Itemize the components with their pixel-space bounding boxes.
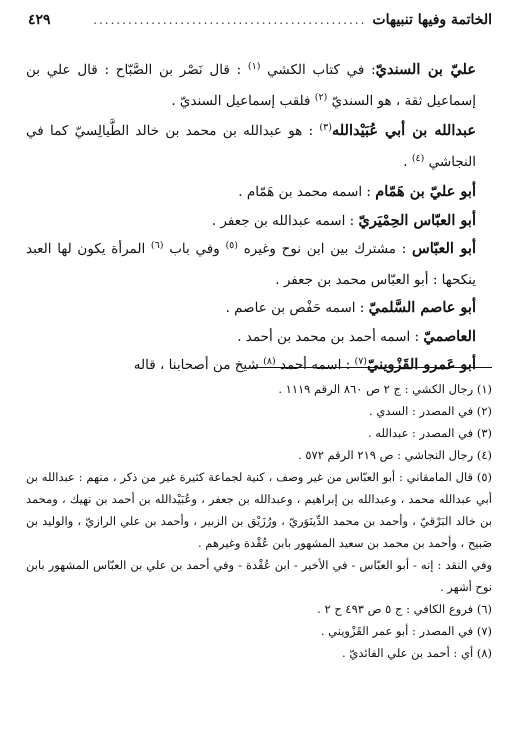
entry-heading: أبو عليّ بن هَمّام [375,183,476,200]
footnote: (٣) في المصدر : عبدالله . [367,426,492,440]
footnote-ref[interactable]: (٨) [263,356,276,367]
entry-heading: أبو عاصم السَّلميّ [368,299,476,316]
entry-text: : قال نَصْر بن الصَّبّاح : قال علي بن إسماعيل ثقة ، هو السنديّ [26,62,476,109]
entry-text: وفي باب [163,241,226,257]
footnote-ref[interactable]: (٣) [319,122,332,133]
entry-text: : اسمه محمد بن هَمّام . [238,184,376,200]
entry-text: شيخ من أصحابنا ، قاله [133,357,264,373]
entry-ali-sindi [26,56,492,117]
footnote-ref[interactable]: (٧) [354,356,368,367]
footnote-ref[interactable]: (٦) [150,240,164,251]
entry-abu-asim-sulami [26,294,492,323]
entry-heading: عليّ بن السنديّ [375,61,476,78]
entry-heading: عبدالله بن أبي عُبَيْدالله [331,122,476,139]
entry-heading: أبو عَمرو القَزْوينيّ [367,356,476,373]
footnote: (٦) فروع الكافي : ج ٥ ص ٤٩٣ ح ٢ . [317,602,492,616]
entry-abul-abbas [26,235,492,294]
entry-text: : هو عبدالله بن محمد بن خالد الطَّيالِسيّ كما في النجاشي [26,123,476,170]
footnote: (٥) قال المامقاني : أبو العبّاس من غير وصف ، كنية لجماعة كثيرة غير من ذكر ، منهم : عبدالله بن أبي عبدالله محمد ، وعبدالله بن إبراهيم ، وعبدالله بن جعفر ، وعُبَيْدالله بن أحمد بن نهيك ، ومحمد بن خالد البَرْقيّ ، وأحمد بن محمد الدِّينَوَريّ ، ورُزَيْق بن الزبير ، وأحمد بن علي الرازيّ ، والوليد بن صَبيح ، وأحمد بن محمد بن سعيد المشهور بابن عُقْدة وغيرهم . [26,470,492,550]
entry-text: المرأة يكون لها العبد ينكحها : أبو العبّاس محمد بن جعفر . [26,241,476,288]
entry-text: : اسمه عبدالله بن جعفر . [211,212,359,229]
entry-abdullah-ubaydullah [26,117,492,178]
entry-text: : اسمه حَفْص بن عاصم . [225,300,369,316]
entry-text: : مشترك بين ابن نوح وغيره [237,241,413,257]
footnote-ref[interactable]: (٤) [411,152,425,164]
footnote: (٢) في المصدر : السدي . [369,404,492,418]
header-title: الخاتمة وفيها تنبيهات [372,12,492,28]
running-header [28,12,492,34]
entry-abu-ali-hammam [26,178,492,207]
page-number: ٤٢٩ [28,12,51,28]
entry-asimi [26,323,492,352]
header-leader-dots: ............................................... [93,13,367,27]
footnote: (٧) في المصدر : أبو عمر القَزْويني . [320,624,492,638]
entry-text: : اسمه أحمد بن محمد بن أحمد . [237,328,424,345]
footnote-ref[interactable]: (٥) [225,240,238,251]
footnote-separator [252,367,492,368]
footnote: (٤) رجال النجاشي : ص ٢١٩ الرقم ٥٧٢ . [298,448,492,462]
footnote: (٨) أي : أحمد بن علي الفائديّ . [342,646,492,660]
entry-heading: أبو العبّاس [412,240,476,257]
entry-text: فلقب إسماعيل السنديّ . [171,92,315,109]
entry-abul-abbas-himyari [26,207,492,236]
footnote: وفي النقد : إنه - أبو العبّاس - في الأخير - ابن عُقْدة - وفي أحمد بن علي بن العبّاس المشهور بابن نوح أشهر . [26,558,492,594]
entry-heading: أبو العبّاس الحِمْيَريّ [358,211,476,229]
entry-heading: العاصميّ [423,327,476,345]
footnote-ref[interactable]: (١) [247,61,261,72]
footnotes [26,378,492,664]
entry-text: : اسمه أحمد [275,357,355,373]
entry-text: : في كتاب الكشي [260,62,376,78]
entry-text: . [403,153,412,170]
footnote: (١) رجال الكشي : ج ٢ ص ٨٦٠ الرقم ١١١٩ . [278,382,492,396]
main-text [26,56,492,382]
footnote-ref[interactable]: (٢) [314,91,328,103]
